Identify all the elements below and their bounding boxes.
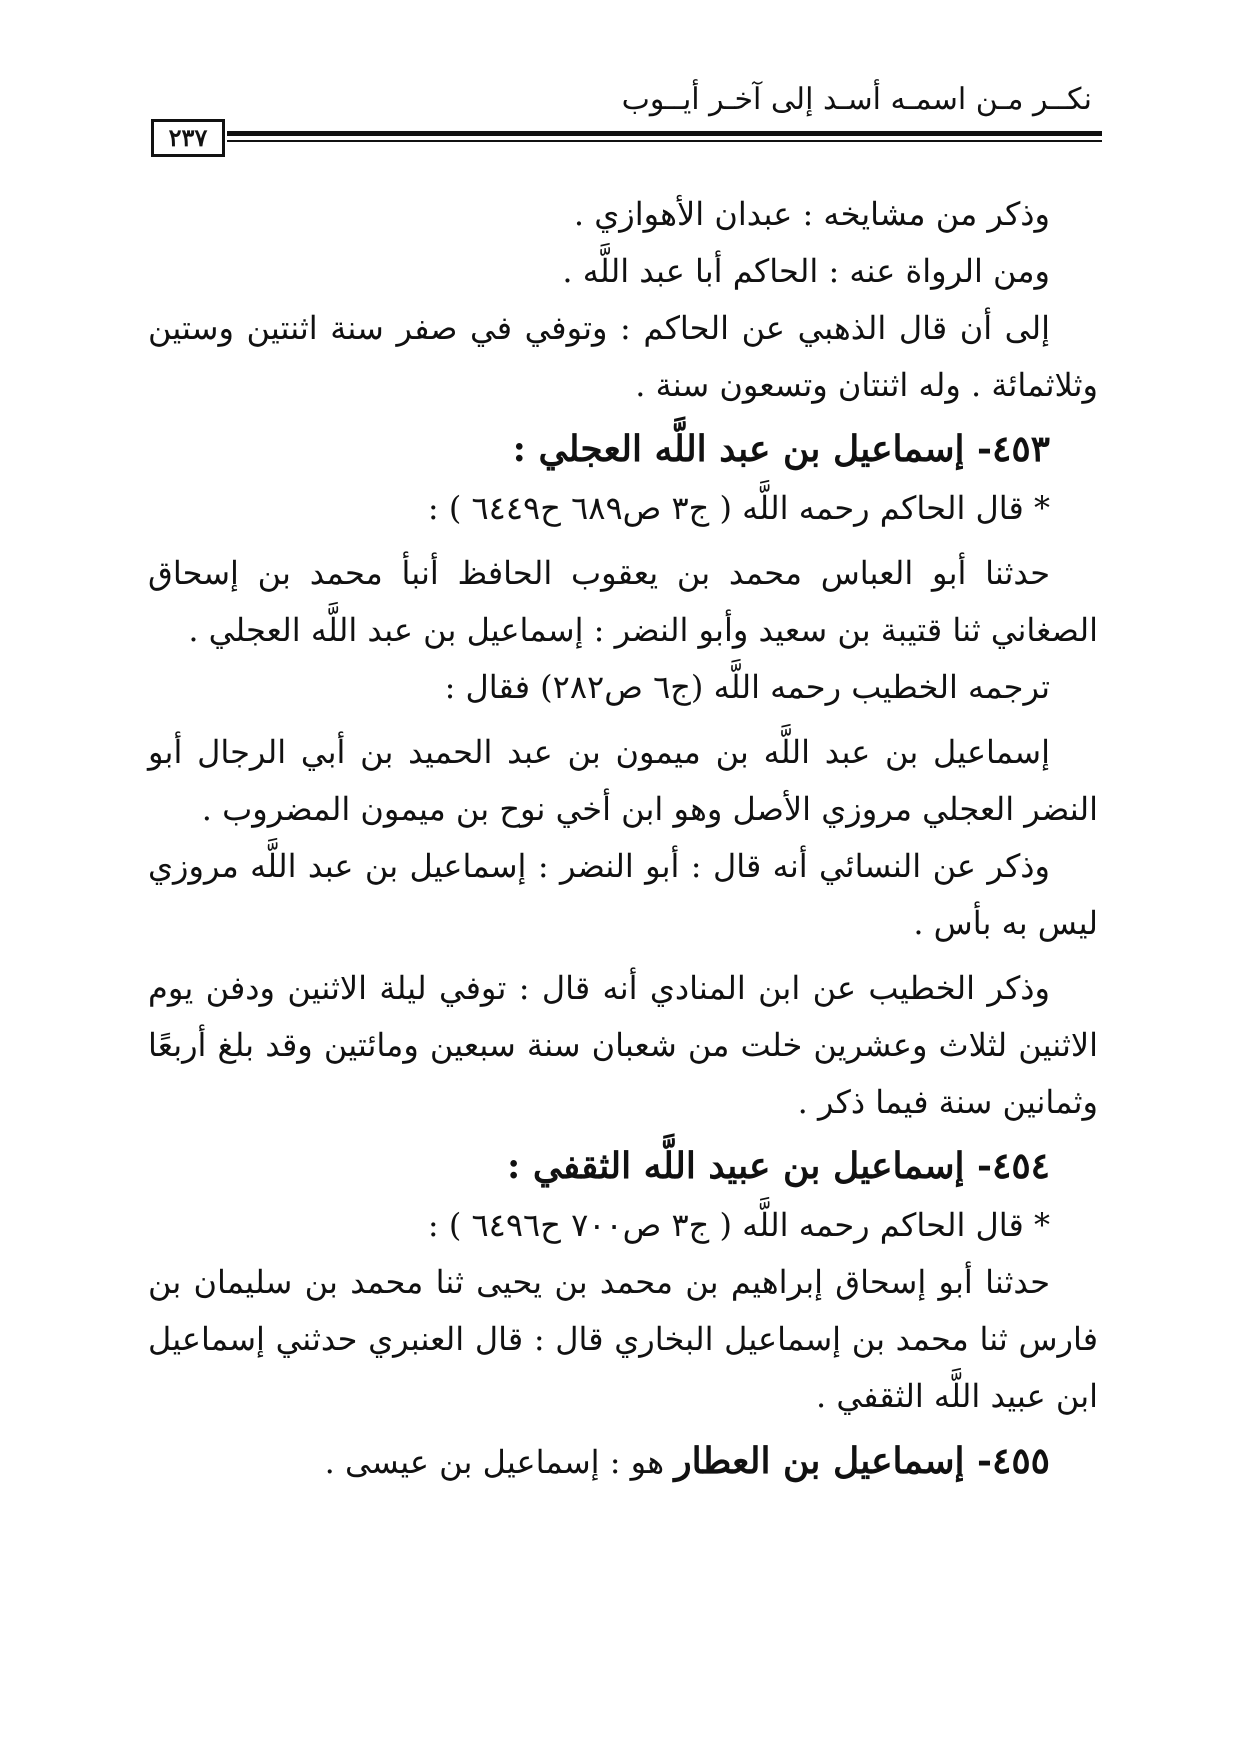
entry-heading-455: ٤٥٥- إسماعيل بن العطار: [674, 1440, 1050, 1482]
entry-heading-453: ٤٥٣- إسماعيل بن عبد اللَّه العجلي :: [512, 428, 1050, 470]
citation-454: * قال الحاكم رحمه اللَّه ( ج٣ ص٧٠٠ ح٦٤٩٦ ) :: [427, 1206, 1050, 1244]
citation-453: * قال الحاكم رحمه اللَّه ( ج٣ ص٦٨٩ ح٦٤٤٩ ) :: [427, 489, 1050, 527]
entry-heading-454: ٤٥٤- إسماعيل بن عبيد اللَّه الثقفي :: [507, 1145, 1050, 1187]
running-title: نكــر مـن اسمـه أسـد إلى آخـر أيــوب: [621, 82, 1092, 117]
body-text: [148, 186, 1098, 1491]
death-note-453: وذكر الخطيب عن ابن المنادي أنه قال : توفي ليلة الاثنين ودفن يوم الاثنين لثلاث وعشرين خلت من شعبان سنة سبعين ومائتين وقد بلغ أربعًا وثمانين سنة فيما ذكر .: [148, 969, 1098, 1121]
paragraph-narrators: ومن الرواة عنه : الحاكم أبا عبد اللَّه .: [562, 252, 1050, 290]
paragraph-teachers: وذكر من مشايخه : عبدان الأهوازي .: [573, 195, 1050, 233]
isnad-454: حدثنا أبو إسحاق إبراهيم بن محمد بن يحيى ثنا محمد بن سليمان بن فارس ثنا محمد بن إسماعيل البخاري قال : قال العنبري حدثني إسماعيل ابن عبيد اللَّه الثقفي .: [148, 1263, 1098, 1415]
header-rule-thin: [227, 140, 1102, 142]
entry-455-text: هو : إسماعيل بن عيسى .: [324, 1443, 675, 1481]
header-rule: [227, 131, 1102, 136]
isnad-453: حدثنا أبو العباس محمد بن يعقوب الحافظ أنبأ محمد بن إسحاق الصغاني ثنا قتيبة بن سعيد وأبو النضر : إسماعيل بن عبد اللَّه العجلي .: [148, 554, 1098, 649]
entry-455: [148, 1433, 1098, 1491]
khatib-ref-453: ترجمه الخطيب رحمه اللَّه (ج٦ ص٢٨٢) فقال :: [444, 668, 1050, 706]
nasai-quote-453: وذكر عن النسائي أنه قال : أبو النضر : إسماعيل بن عبد اللَّه مروزي ليس به بأس .: [148, 847, 1098, 942]
paragraph-death: إلى أن قال الذهبي عن الحاكم : وتوفي في صفر سنة اثنتين وستين وثلاثمائة . وله اثنتان وتسعون سنة .: [148, 309, 1098, 404]
biography-453: إسماعيل بن عبد اللَّه بن ميمون بن عبد الحميد بن أبي الرجال أبو النضر العجلي مروزي الأصل وهو ابن أخي نوح بن ميمون المضروب .: [148, 733, 1098, 828]
page-number: ٢٣٧: [151, 119, 225, 157]
